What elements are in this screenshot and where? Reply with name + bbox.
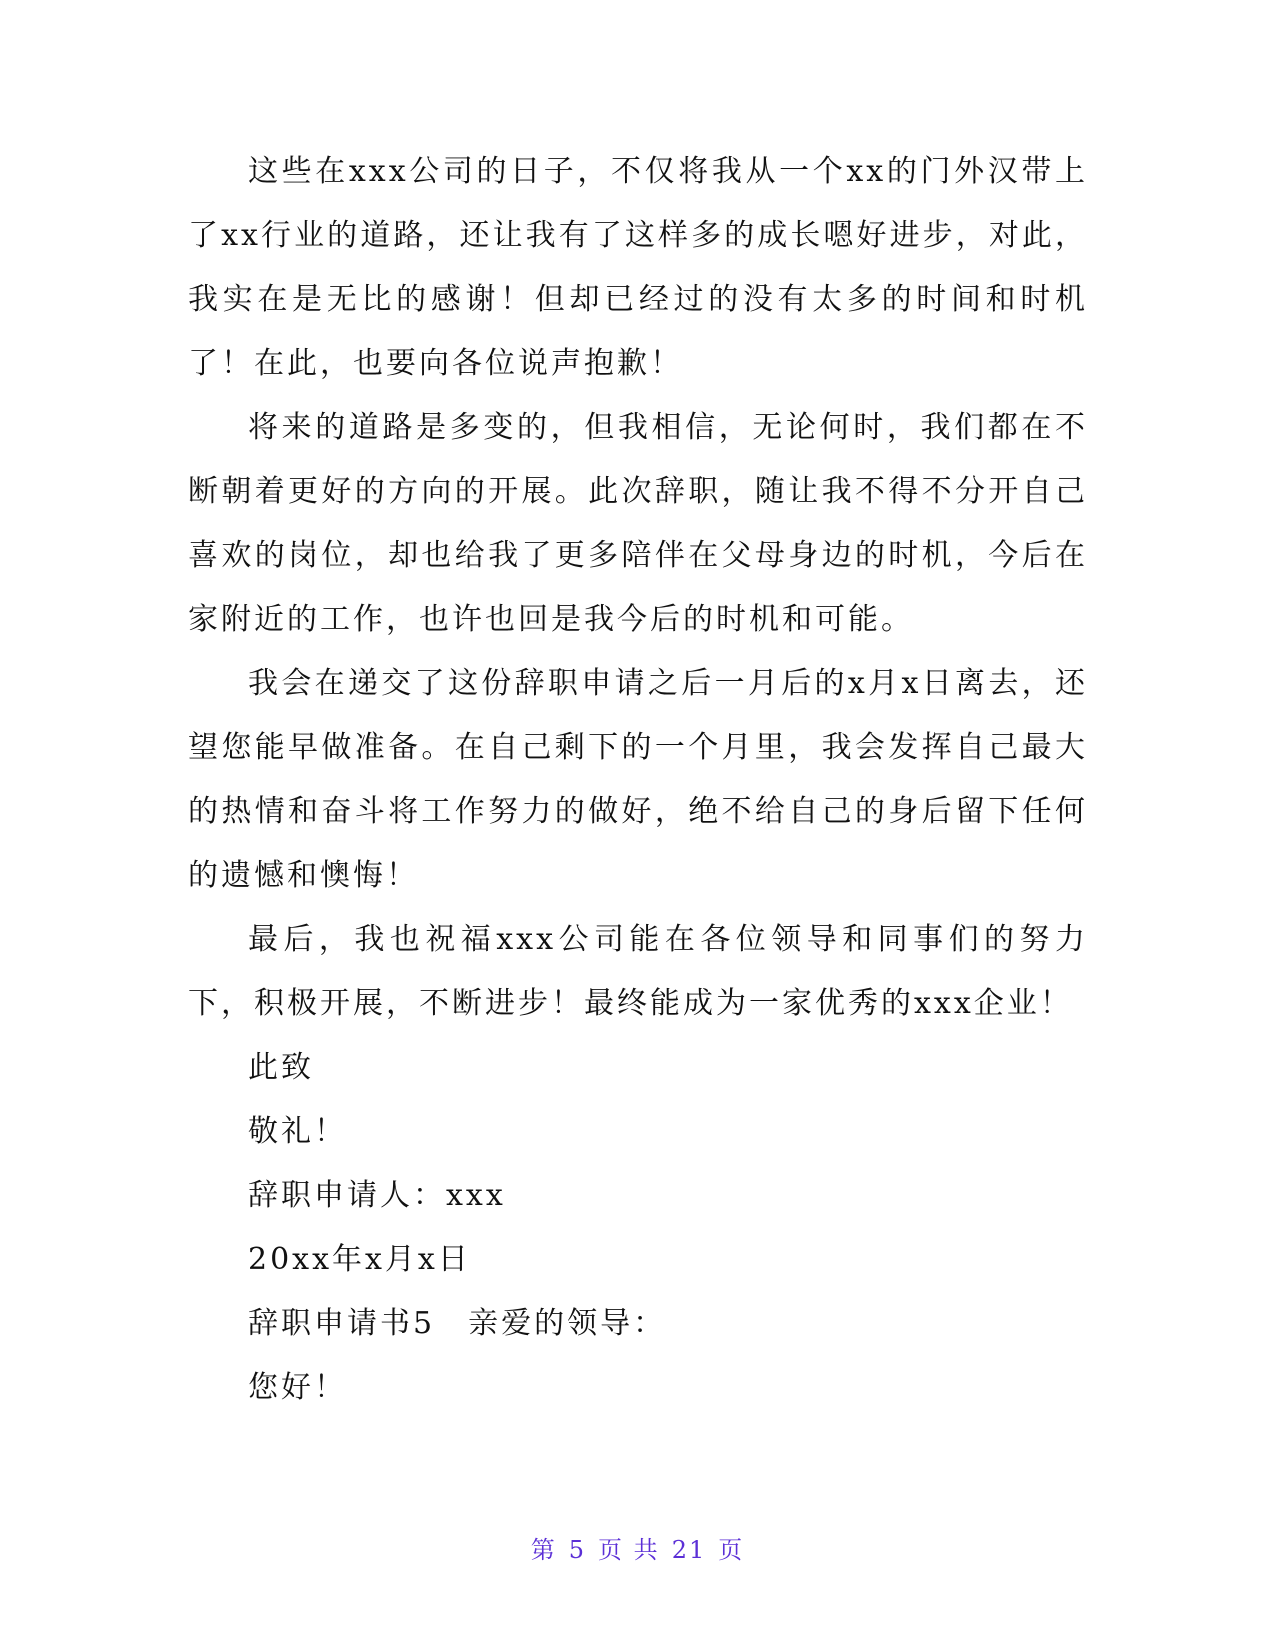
paragraph-gratitude: 这些在xxx公司的日子，不仅将我从一个xx的门外汉带上了xx行业的道路，还让我有了这样多的成长嗯好进步，对此，我实在是无比的感谢！但却已经过的没有太多的时间和时机了！在此，也要向各位说声抱歉！ <box>188 154 1088 381</box>
page-footer <box>0 1530 1275 1565</box>
greeting-line: 您好！ <box>248 1370 347 1405</box>
paragraph-future: 将来的道路是多变的，但我相信，无论何时，我们都在不断朝着更好的方向的开展。此次辞职，随让我不得不分开自己喜欢的岗位，却也给我了更多陪伴在父母身边的时机，今后在家附近的工作，也许也回是我今后的时机和可能。 <box>188 410 1088 637</box>
salute-line: 敬礼！ <box>248 1114 347 1149</box>
footer-middle: 页 共 <box>598 1536 660 1564</box>
closing-line: 此致 <box>248 1050 314 1085</box>
footer-page-number: 5 <box>568 1536 587 1564</box>
signature-line: 辞职申请人：xxx <box>248 1178 506 1213</box>
footer-prefix: 第 <box>530 1536 557 1564</box>
document-body <box>188 140 1088 1420</box>
date-line: 20xx年x月x日 <box>248 1242 471 1277</box>
next-letter-title: 辞职申请书5 亲爱的领导： <box>248 1306 667 1341</box>
footer-suffix: 页 <box>718 1536 745 1564</box>
paragraph-wishes: 最后，我也祝福xxx公司能在各位领导和同事们的努力下，积极开展，不断进步！最终能成为一家优秀的xxx企业！ <box>188 922 1088 1021</box>
paragraph-leave-date: 我会在递交了这份辞职申请之后一月后的x月x日离去，还望您能早做准备。在自己剩下的一个月里，我会发挥自己最大的热情和奋斗将工作努力的做好，绝不给自己的身后留下任何的遗憾和懊悔！ <box>188 666 1088 893</box>
footer-total-pages: 21 <box>671 1536 707 1564</box>
